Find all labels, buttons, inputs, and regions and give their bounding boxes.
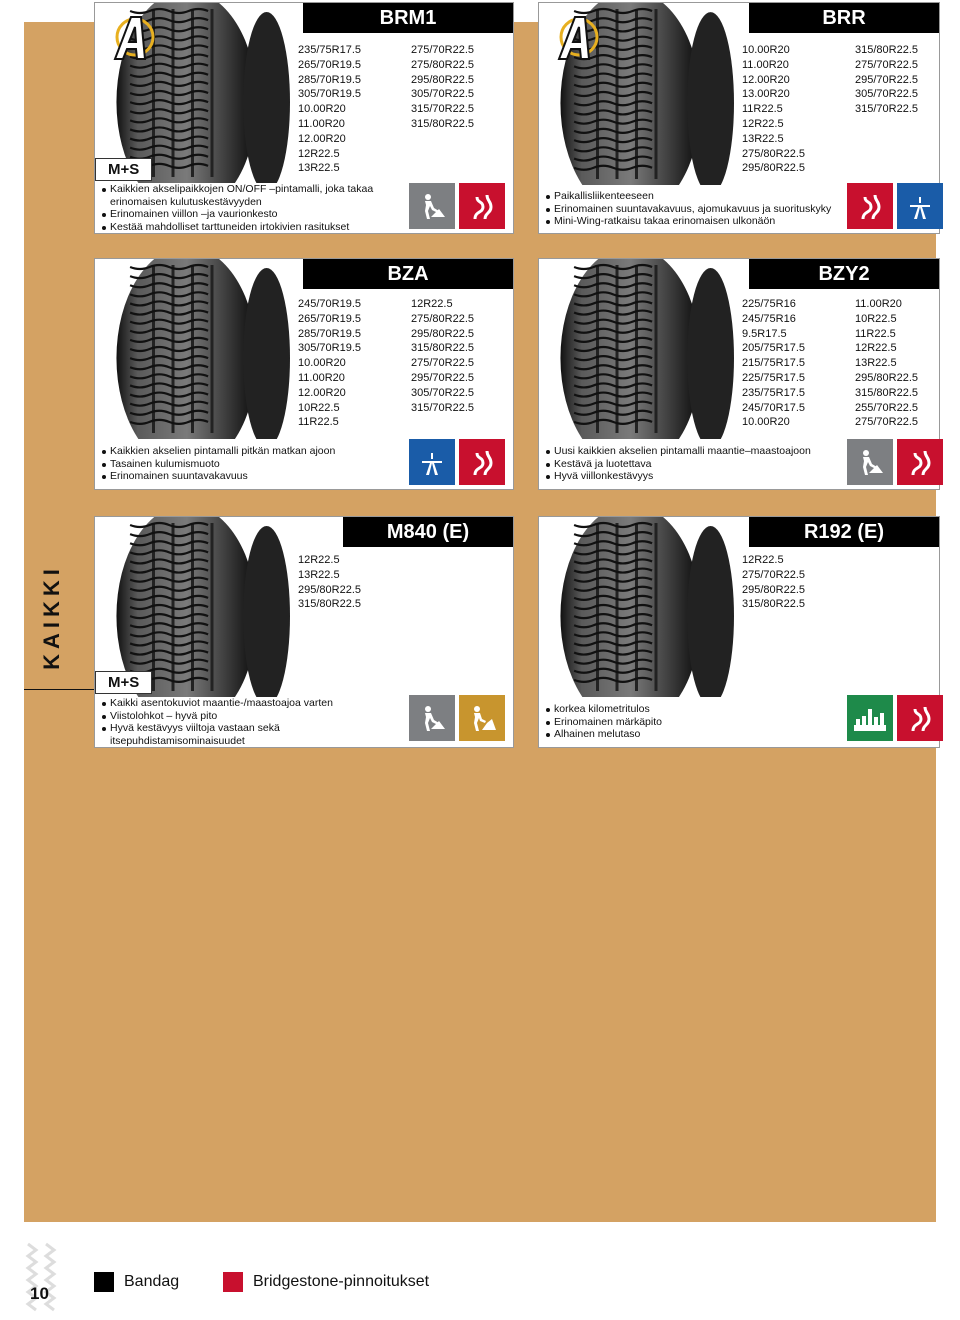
tire-size: 245/70R17.5	[742, 401, 805, 414]
tire-size: 275/80R22.5	[411, 312, 474, 325]
tire-size: 13R22.5	[742, 132, 784, 145]
tire-size: 10.00R20	[298, 357, 346, 370]
tire-size: 11.00R20	[855, 298, 902, 310]
tire-size: 11.00R20	[298, 371, 345, 384]
model-title: BRR	[749, 3, 939, 33]
tire-size: 315/80R22.5	[855, 386, 918, 399]
tire-size: 315/70R22.5	[411, 103, 474, 116]
product-card-2	[538, 2, 940, 234]
tire-size: 315/70R22.5	[411, 401, 474, 414]
tire-size: 12.00R20	[298, 132, 346, 145]
tire-size: 295/80R22.5	[742, 162, 805, 175]
feature-item: Mini-Wing-ratkaisu takaa erinomaisen ulkonäön	[545, 215, 839, 228]
feature-item: Uusi kaikkien akselien pintamalli maantie–maastoajoon	[545, 445, 839, 458]
tire-size: 315/80R22.5	[742, 598, 805, 611]
tire-size: 295/80R22.5	[855, 371, 918, 384]
model-title: R192 (E)	[749, 517, 939, 547]
feature-item: Erinomainen suuntavakavuus, ajomukavuus ja suorituskyky	[545, 203, 839, 216]
product-card-6	[538, 516, 940, 748]
tire-size: 265/70R19.5	[298, 58, 361, 71]
tire-image	[539, 517, 734, 697]
tire-size: 305/70R19.5	[298, 342, 361, 355]
tire-size: 10R22.5	[855, 312, 897, 325]
feature-item: Tasainen kulumismuoto	[101, 458, 401, 471]
tire-size: 245/70R19.5	[298, 298, 361, 310]
tire-size: 13.00R20	[742, 88, 790, 101]
side-tab	[30, 548, 72, 688]
usage-icons	[409, 183, 505, 229]
model-title: BZY2	[749, 259, 939, 289]
product-card-3	[94, 258, 514, 490]
feature-item: Kestää mahdolliset tarttuneiden irtokivien rasitukset	[101, 221, 401, 234]
usage-icons	[409, 695, 505, 741]
tire-size: 255/70R22.5	[855, 401, 918, 414]
tire-size: 12R22.5	[742, 117, 784, 130]
brand-logo	[107, 11, 157, 63]
tire-size: 295/80R22.5	[411, 73, 474, 86]
side-tab-label: KAIKKI	[39, 564, 64, 670]
tire-size: 275/70R22.5	[855, 416, 918, 429]
model-title: M840 (E)	[343, 517, 513, 547]
model-title: BZA	[303, 259, 513, 289]
highway-icon	[409, 439, 455, 485]
tire-size: 285/70R19.5	[298, 327, 361, 340]
tire-size: 295/80R22.5	[411, 327, 474, 340]
tire-size: 315/80R22.5	[411, 117, 474, 130]
size-column-2	[855, 297, 960, 430]
tire-size: 11.00R20	[298, 117, 345, 130]
feature-list	[545, 703, 839, 741]
highway-icon	[897, 183, 943, 229]
feature-item: Hyvä viillonkestävyys	[545, 470, 839, 483]
tire-size: 205/75R17.5	[742, 342, 805, 355]
tire-size: 235/75R17.5	[742, 386, 805, 399]
tire-size: 305/70R22.5	[411, 386, 474, 399]
tire-size: 12R22.5	[742, 554, 784, 566]
feature-item: Hyvä kestävyys viiltoja vastaan sekä itsepuhdistamisominaisuudet	[101, 722, 401, 747]
feature-item: Kaikki asentokuviot maantie-/maastoajoa varten	[101, 697, 401, 710]
usage-icons	[847, 695, 943, 741]
size-column-1	[298, 297, 408, 430]
tire-size: 13R22.5	[298, 568, 340, 581]
tire-size: 12R22.5	[411, 298, 453, 310]
legend-swatch-bridgestone	[223, 1272, 243, 1292]
usage-icons	[409, 439, 505, 485]
feature-item: Erinomainen viillon –ja vaurionkesto	[101, 208, 401, 221]
tire-size: 12R22.5	[298, 147, 340, 160]
tire-size: 9.5R17.5	[742, 327, 787, 340]
tire-size: 12R22.5	[855, 342, 897, 355]
tire-size: 275/70R22.5	[855, 58, 918, 71]
size-column-1	[742, 43, 852, 176]
tire-size: 12.00R20	[298, 386, 346, 399]
feature-list	[101, 697, 401, 747]
size-column-2	[855, 43, 960, 117]
tire-size: 275/70R22.5	[742, 568, 805, 581]
tire-size: 13R22.5	[855, 357, 897, 370]
feature-list	[545, 445, 839, 483]
tire-image	[539, 259, 734, 439]
tire-size: 315/80R22.5	[855, 44, 918, 56]
quarry-worker-icon	[459, 695, 505, 741]
tire-size: 11.00R20	[742, 58, 789, 71]
tire-size: 295/70R22.5	[855, 73, 918, 86]
winding-road-icon	[459, 183, 505, 229]
feature-item: korkea kilometritulos	[545, 703, 839, 716]
tire-size: 10R22.5	[298, 401, 340, 414]
tire-size: 275/80R22.5	[411, 58, 474, 71]
tire-size: 10.00R20	[742, 44, 790, 56]
tire-size: 275/70R22.5	[411, 44, 474, 56]
tire-size: 265/70R19.5	[298, 312, 361, 325]
construction-worker-icon	[409, 695, 455, 741]
tire-size: 275/70R22.5	[411, 357, 474, 370]
tire-size: 295/80R22.5	[298, 583, 361, 596]
tire-size: 315/70R22.5	[855, 103, 918, 116]
feature-list	[101, 445, 401, 483]
usage-icons	[847, 183, 943, 229]
tire-size: 11R22.5	[855, 327, 896, 340]
page-number-badge	[22, 1240, 60, 1320]
feature-list	[545, 190, 839, 228]
feature-item: Erinomainen suuntavakavuus	[101, 470, 401, 483]
tire-size: 215/75R17.5	[742, 357, 805, 370]
winding-road-icon	[847, 183, 893, 229]
tire-size: 10.00R20	[298, 103, 346, 116]
legend-bandag	[94, 1272, 179, 1292]
construction-worker-icon	[409, 183, 455, 229]
tire-size: 12R22.5	[298, 554, 340, 566]
product-card-5	[94, 516, 514, 748]
feature-list	[101, 183, 401, 233]
size-column-1	[742, 553, 852, 612]
tire-size: 305/70R22.5	[855, 88, 918, 101]
model-title: BRM1	[303, 3, 513, 33]
size-column-1	[298, 553, 408, 612]
ms-badge: M+S	[95, 671, 152, 694]
tire-size: 245/75R16	[742, 312, 796, 325]
tire-size: 235/75R17.5	[298, 44, 361, 56]
feature-item: Kaikkien akselien pintamalli pitkän matkan ajoon	[101, 445, 401, 458]
product-card-1	[94, 2, 514, 234]
tire-size: 11R22.5	[742, 103, 783, 116]
tire-size: 285/70R19.5	[298, 73, 361, 86]
size-column-2	[411, 297, 521, 415]
tire-size: 305/70R19.5	[298, 88, 361, 101]
size-column-1	[742, 297, 852, 430]
feature-item: Erinomainen märkäpito	[545, 716, 839, 729]
side-tab-line	[24, 689, 94, 690]
brand-logo	[551, 11, 601, 63]
winding-road-icon	[897, 439, 943, 485]
tire-size: 315/80R22.5	[298, 598, 361, 611]
page-number: 10	[30, 1284, 49, 1303]
tire-size: 10.00R20	[742, 416, 790, 429]
winding-road-icon	[459, 439, 505, 485]
construction-worker-icon	[847, 439, 893, 485]
tire-size: 225/75R17.5	[742, 371, 805, 384]
legend-swatch-bandag	[94, 1272, 114, 1292]
tire-size: 295/80R22.5	[742, 583, 805, 596]
feature-item: Alhainen melutaso	[545, 728, 839, 741]
size-column-1	[298, 43, 408, 176]
tire-image	[95, 259, 290, 439]
legend-label-bridgestone: Bridgestone-pinnoitukset	[253, 1273, 430, 1290]
feature-item: Paikallisliikenteeseen	[545, 190, 839, 203]
tire-size: 11R22.5	[298, 416, 339, 429]
tire-size: 275/80R22.5	[742, 147, 805, 160]
product-card-4	[538, 258, 940, 490]
tire-size: 13R22.5	[298, 162, 340, 175]
tire-size: 295/70R22.5	[411, 371, 474, 384]
size-column-2	[411, 43, 521, 132]
legend-bridgestone	[223, 1272, 429, 1292]
tire-size: 225/75R16	[742, 298, 796, 310]
city-skyline-icon	[847, 695, 893, 741]
feature-item: Kaikkien akselipaikkojen ON/OFF –pintamalli, joka takaa erinomaisen kulutuskestävyyden	[101, 183, 401, 208]
tire-size: 305/70R22.5	[411, 88, 474, 101]
feature-item: Viistolohkot – hyvä pito	[101, 710, 401, 723]
usage-icons	[847, 439, 943, 485]
tire-image	[95, 517, 290, 697]
ms-badge: M+S	[95, 158, 152, 181]
tire-size: 12.00R20	[742, 73, 790, 86]
feature-item: Kestävä ja luotettava	[545, 458, 839, 471]
legend-label-bandag: Bandag	[124, 1273, 180, 1290]
tire-size: 315/80R22.5	[411, 342, 474, 355]
winding-road-icon	[897, 695, 943, 741]
